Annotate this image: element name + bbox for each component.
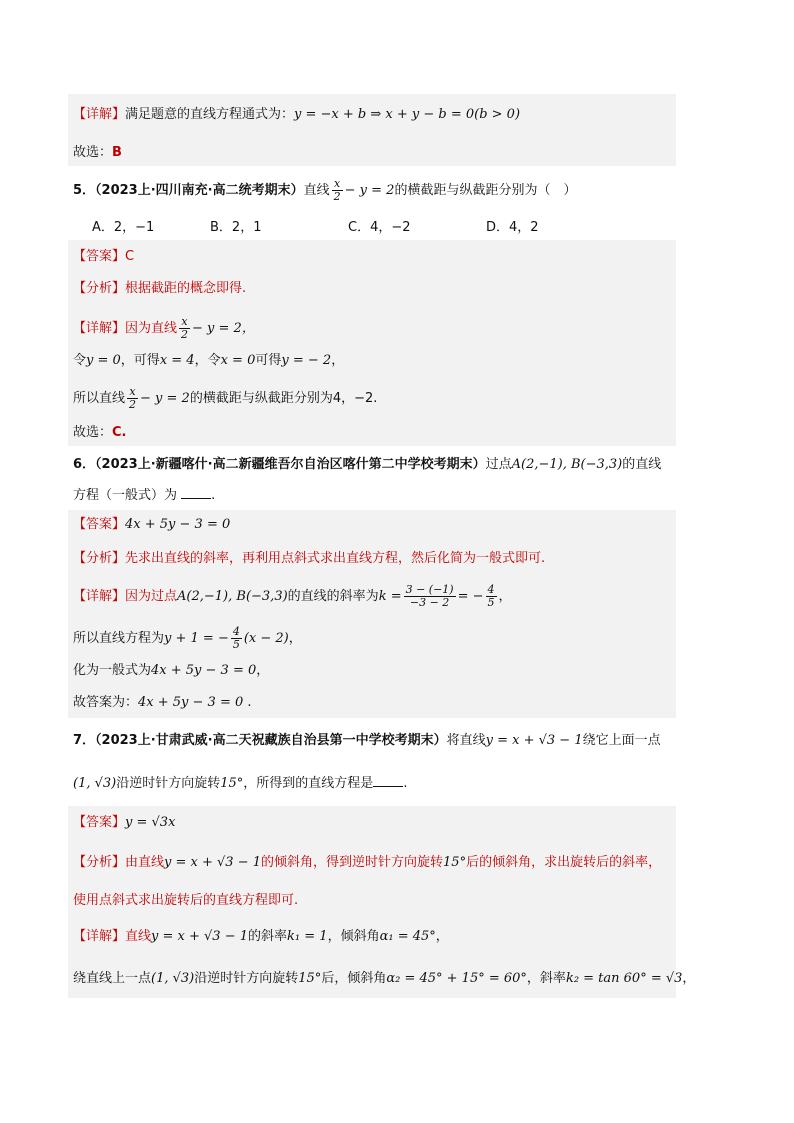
q5-option-b: B．2，1 xyxy=(210,220,262,235)
q5-stem: 5．（2023上·四川南充·高二统考期末）直线 $\frac{x}{2}$ − y = 2的横截距与纵截距分别为（ ） xyxy=(73,177,577,203)
q5-option-c: C．4，−2 xyxy=(348,220,411,235)
q6-detail-line4: 故答案为：4x + 5y − 3 = 0 . xyxy=(73,695,252,710)
q5-answer: 【答案】C xyxy=(73,249,135,264)
q5-option-a: A．2，−1 xyxy=(92,220,155,235)
prev-choice: 故选：B xyxy=(73,145,122,160)
q6-detail-line2: 所以直线方程为y + 1 = − $\frac{4}{5}$ (x − 2)， xyxy=(73,625,302,651)
q6-number: 6． xyxy=(73,457,96,472)
q6-detail-line3: 化为一般式为4x + 5y − 3 = 0， xyxy=(73,663,270,678)
q5-detail-line2: 令y = 0，可得x = 4，令x = 0可得y = − 2， xyxy=(73,353,345,368)
q7-analysis-line1: 【分析】由直线y = x + √3 − 1的倾斜角，得到逆时针方向旋转15°后的倾斜角，求出旋转后的斜率， xyxy=(73,855,662,870)
q7-answer-blank xyxy=(373,774,403,787)
prev-detail: 【详解】满足题意的直线方程通式为：y = −x + b ⇒ x + y − b = 0(b > 0) xyxy=(73,107,521,122)
q6-analysis: 【分析】先求出直线的斜率，再利用点斜式求出直线方程，然后化简为一般式即可. xyxy=(73,551,546,566)
q5-solution-block xyxy=(68,240,676,446)
q6-stem-line1: 6．（2023上·新疆喀什·高二新疆维吾尔自治区喀什第二中学校考期末）过点A(2,−1), B(−3,3)的直线 xyxy=(73,457,662,472)
q7-stem-line1: 7．（2023上·甘肃武威·高二天祝藏族自治县第一中学校考期末）将直线y = x + √3 − 1绕它上面一点 xyxy=(73,733,661,748)
q5-option-d: D．4，2 xyxy=(486,220,539,235)
q5-detail-line3: 所以直线 $\frac{x}{2}$ − y = 2的横截距与纵截距分别为4，−2. xyxy=(73,385,378,411)
q7-source: （2023上·甘肃武威·高二天祝藏族自治县第一中学校考期末） xyxy=(95,733,447,748)
q6-answer: 【答案】4x + 5y − 3 = 0 xyxy=(73,517,231,532)
q5-fraction: $\frac{x}{2}$ xyxy=(333,177,341,203)
q7-detail-line1: 【详解】直线y = x + √3 − 1的斜率k₁ = 1，倾斜角α₁ = 45°， xyxy=(73,929,449,944)
q7-answer: 【答案】y = √3x xyxy=(73,815,176,830)
prev-choice-value: B xyxy=(112,145,122,160)
q6-answer-value: 4x + 5y − 3 = 0 xyxy=(125,517,231,532)
q7-analysis-line2: 使用点斜式求出旋转后的直线方程即可. xyxy=(73,893,299,908)
q7-answer-value: y = √3x xyxy=(125,815,176,830)
q5-detail-line1: 【详解】因为直线 $\frac{x}{2}$ − y = 2， xyxy=(73,315,255,341)
q6-slope-fraction: $\frac{3 - (-1)}{-3 - 2}$ xyxy=(405,583,454,609)
q5-analysis: 【分析】根据截距的概念即得. xyxy=(73,281,247,296)
q6-answer-blank xyxy=(181,486,211,499)
q7-number: 7． xyxy=(73,733,96,748)
q6-detail-line1: 【详解】因为过点A(2,−1), B(−3,3)的直线的斜率为k = $\frac{3 - (-1)}{-3 - 2}$ = − $\frac{4}{5}$ ， xyxy=(73,583,512,609)
q5-answer-value: C xyxy=(125,249,135,264)
q5-source: （2023上·四川南充·高二统考期末） xyxy=(95,183,304,198)
q5-choice: 故选：C. xyxy=(73,425,127,440)
q5-number: 5． xyxy=(73,183,96,198)
detail-label: 【详解】 xyxy=(73,107,126,122)
q7-detail-line2: 绕直线上一点(1, √3)沿逆时针方向旋转15°后，倾斜角α₂ = 45° + 15° = 60°，斜率k₂ = tan 60° = √3， xyxy=(73,971,696,986)
prev-detail-math: y = −x + b ⇒ x + y − b = 0(b > 0) xyxy=(294,107,521,122)
q6-stem-line2: 方程（一般式）为 . xyxy=(73,488,216,503)
q6-solution-block xyxy=(68,510,676,718)
q6-source: （2023上·新疆喀什·高二新疆维吾尔自治区喀什第二中学校考期末） xyxy=(95,457,486,472)
prev-solution-block xyxy=(68,94,676,166)
q7-stem-line2: (1, √3)沿逆时针方向旋转15°，所得到的直线方程是 . xyxy=(73,776,408,791)
